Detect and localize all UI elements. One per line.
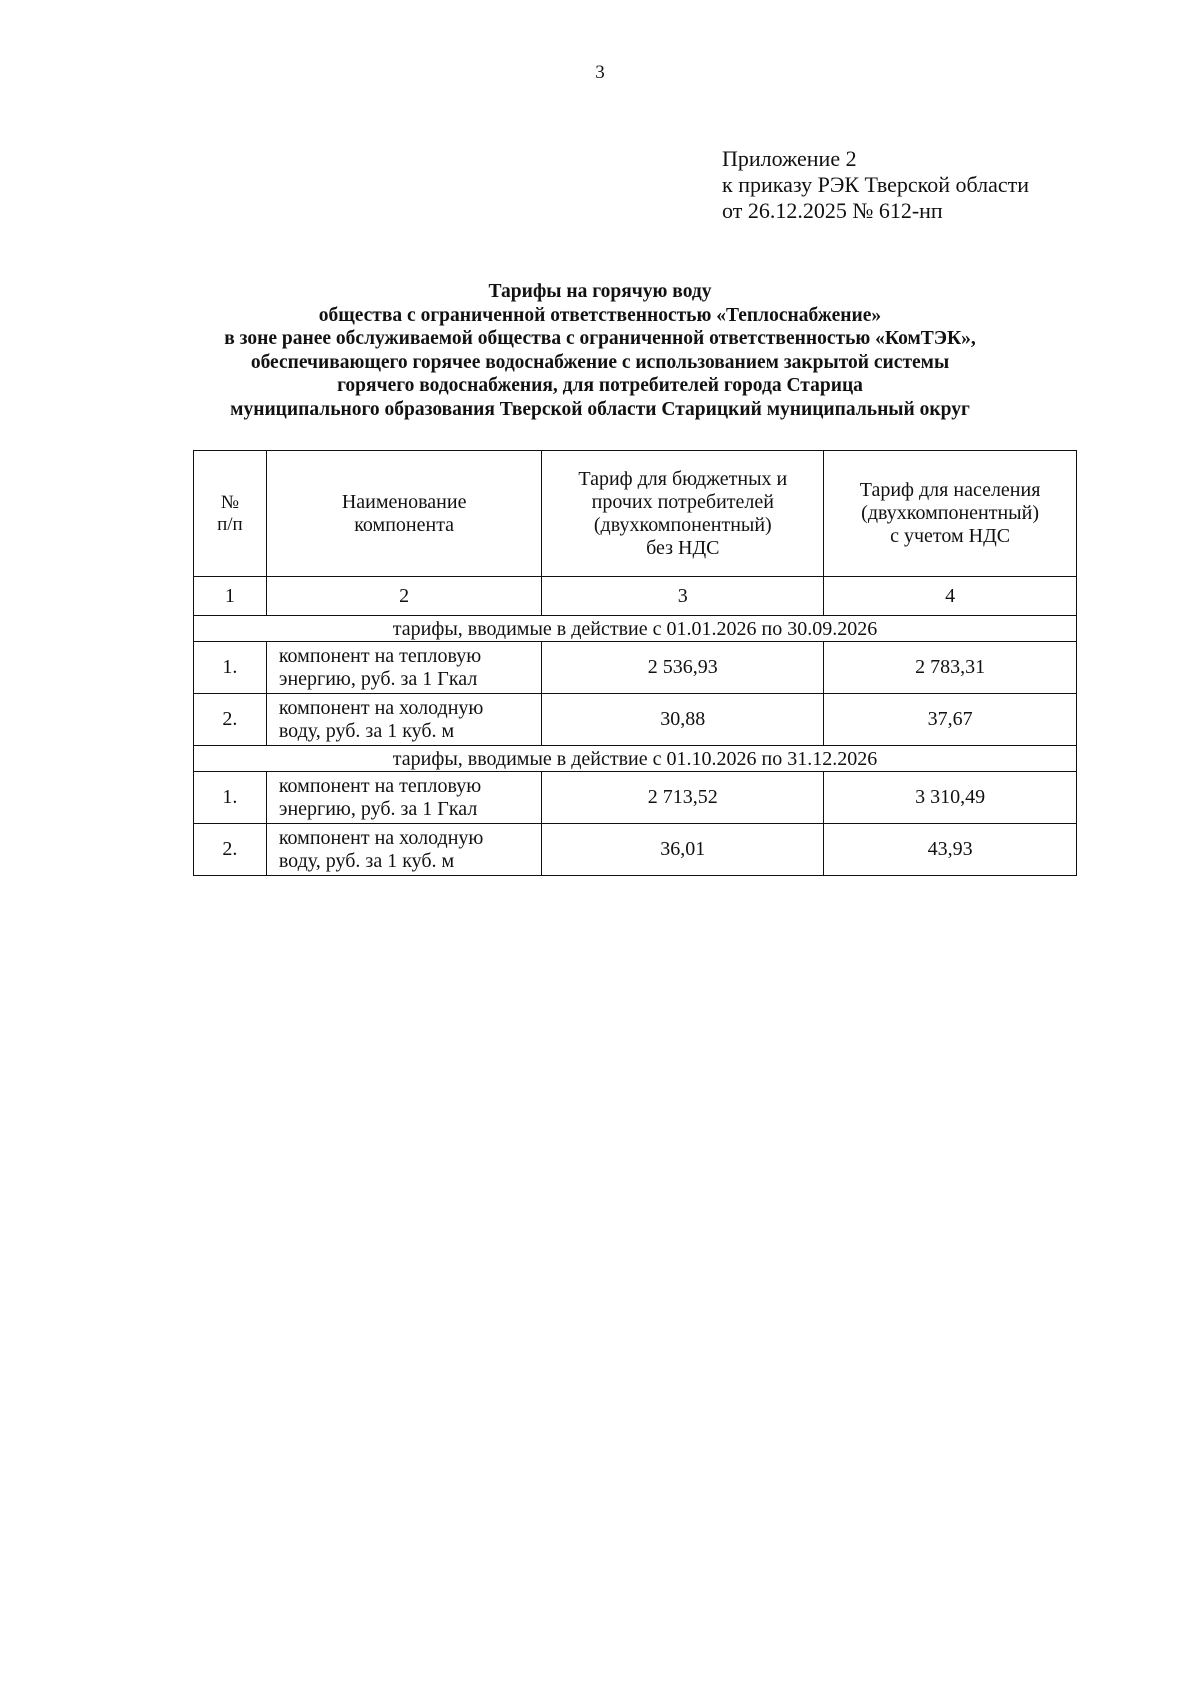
row-num: 1. — [194, 642, 267, 694]
title-line: Тарифы на горячую воду — [488, 281, 712, 302]
budget-tariff-value: 36,01 — [542, 824, 824, 876]
title-line: общества с ограниченной ответственностью «Теплоснабжение» — [318, 304, 882, 326]
header-num: № п/п — [194, 451, 267, 577]
component-name: компонент на холодную воду, руб. за 1 куб. м — [266, 694, 542, 746]
period-row — [194, 616, 1077, 642]
period-label: тарифы, вводимые в действие с 01.10.2026 по 31.12.2026 — [194, 746, 1077, 772]
column-number: 2 — [266, 577, 542, 616]
period-row — [194, 746, 1077, 772]
header-budget-tariff: Тариф для бюджетных и прочих потребителей (двухкомпонентный) без НДС — [542, 451, 824, 577]
component-name: компонент на холодную воду, руб. за 1 куб. м — [266, 824, 542, 876]
column-number: 3 — [542, 577, 824, 616]
population-tariff-value: 43,93 — [824, 824, 1077, 876]
table-header-row — [194, 451, 1077, 577]
table-row — [194, 642, 1077, 694]
budget-tariff-value: 2 713,52 — [542, 772, 824, 824]
period-label: тарифы, вводимые в действие с 01.01.2026 по 30.09.2026 — [194, 616, 1077, 642]
document-title — [100, 280, 1100, 421]
column-number: 1 — [194, 577, 267, 616]
row-num: 1. — [194, 772, 267, 824]
appendix-line: Приложение 2 — [722, 146, 857, 171]
population-tariff-value: 3 310,49 — [824, 772, 1077, 824]
component-name: компонент на тепловую энергию, руб. за 1 Гкал — [266, 642, 542, 694]
title-line: обеспечивающего горячее водоснабжение с использованием закрытой системы — [250, 351, 950, 373]
population-tariff-value: 37,67 — [824, 694, 1077, 746]
header-name: Наименование компонента — [266, 451, 542, 577]
table-row — [194, 824, 1077, 876]
title-line: горячего водоснабжения, для потребителей города Старица — [337, 375, 863, 396]
tariff-table — [193, 450, 1077, 876]
row-num: 2. — [194, 824, 267, 876]
population-tariff-value: 2 783,31 — [824, 642, 1077, 694]
header-population-tariff: Тариф для населения (двухкомпонентный) с учетом НДС — [824, 451, 1077, 577]
table-row — [194, 772, 1077, 824]
title-line: в зоне ранее обслуживаемой общества с ограниченной ответственностью «КомТЭК», — [224, 328, 976, 349]
page-number: 3 — [595, 62, 605, 83]
appendix-reference — [722, 146, 1029, 224]
component-name: компонент на тепловую энергию, руб. за 1 Гкал — [266, 772, 542, 824]
row-num: 2. — [194, 694, 267, 746]
appendix-line: от 26.12.2025 № 612-нп — [722, 198, 943, 223]
column-number: 4 — [824, 577, 1077, 616]
title-line: муниципального образования Тверской области Старицкий муниципальный округ — [230, 398, 970, 420]
appendix-line: к приказу РЭК Тверской области — [722, 172, 1030, 197]
table-row — [194, 694, 1077, 746]
column-number-row — [194, 577, 1077, 616]
budget-tariff-value: 30,88 — [542, 694, 824, 746]
budget-tariff-value: 2 536,93 — [542, 642, 824, 694]
